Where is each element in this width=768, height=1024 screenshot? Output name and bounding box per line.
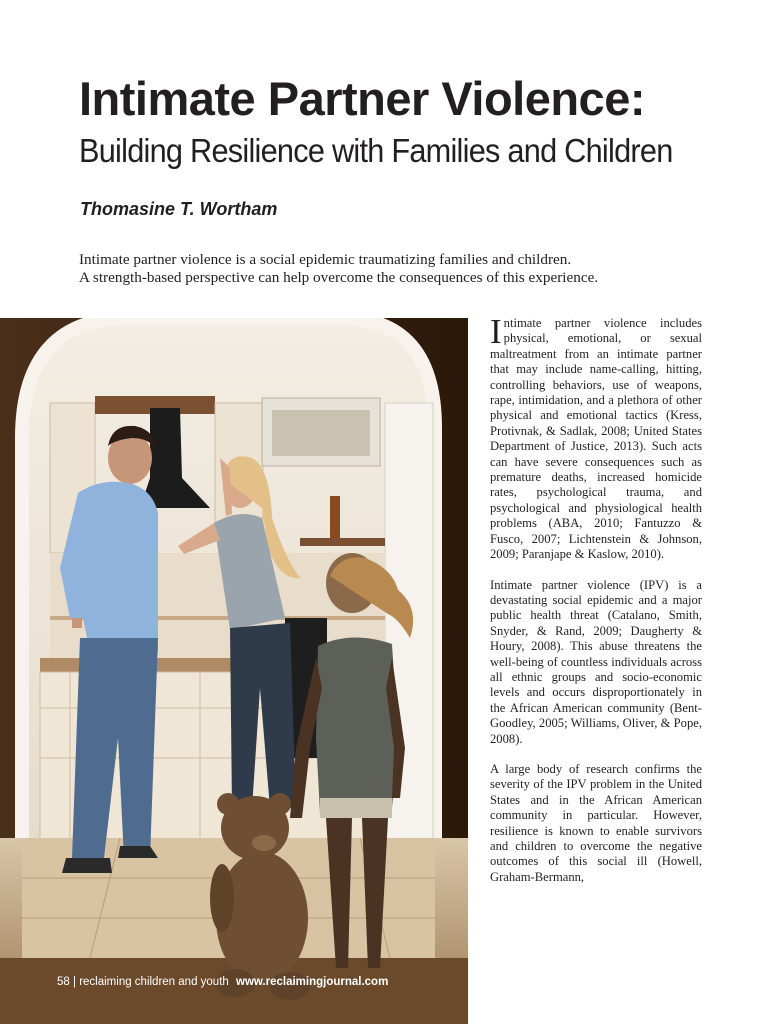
- drop-cap: I: [490, 312, 502, 351]
- family-conflict-photo: [0, 318, 468, 1024]
- body-column: [490, 312, 702, 900]
- article-title: Intimate Partner Violence:: [79, 72, 645, 125]
- abstract-line-2: A strength-based perspective can help overcome the consequences of this experience.: [79, 269, 599, 286]
- page-number: 58: [57, 976, 70, 988]
- author-name: Thomasine T. Wortham: [80, 199, 278, 219]
- abstract: [79, 251, 699, 287]
- body-paragraph-1: [490, 312, 702, 563]
- journal-name: reclaiming children and youth: [79, 976, 229, 988]
- page-footer: [57, 976, 388, 988]
- abstract-line-1: Intimate partner violence is a social epidemic traumatizing families and children.: [79, 251, 572, 268]
- journal-url[interactable]: www.reclaimingjournal.com: [236, 976, 389, 988]
- body-paragraph-2: Intimate partner violence (IPV) is a devastating social epidemic and a major public health threat (Catalano, Smith, Snyder, & Rand, 2009; Daugherty & Houry, 2008). This abuse threatens the well-being of countless individuals across all ethnic groups and socio-economic levels and occurs disproportionately in the African American community (Bent-Goodley, 2005; Williams, Oliver, & Pope, 2008).: [490, 577, 702, 746]
- footer-separator: |: [73, 976, 76, 988]
- body-paragraph-3: A large body of research confirms the severity of the IPV problem in the United States and in the African American community in particular. However, resilience is known to enable survivors and children to overcome the negative outcomes of this social ill (Howell, Graham-Bermann,: [490, 761, 702, 884]
- article-subtitle: Building Resilience with Families and Children: [79, 132, 673, 169]
- paragraph-1-text: ntimate partner violence includes physical, emotional, or sexual maltreatment from an intimate partner that may include name-calling, hitting, controlling behaviors, use of weapons, rape, intimidation, and a plethora of other physical and emotional tactics (Kress, Protivnak, & Sadlak, 2008; United States Department of Justice, 2013). Such acts can have severe consequences such as premature deaths, increased homicide rates, psychological trauma, and psychological and physiological health problems (ABA, 2010; Fantuzzo & Fusco, 2007; Lichtenstein & Johnson, 2009; Paranjape & Kaslow, 2010).: [490, 316, 702, 562]
